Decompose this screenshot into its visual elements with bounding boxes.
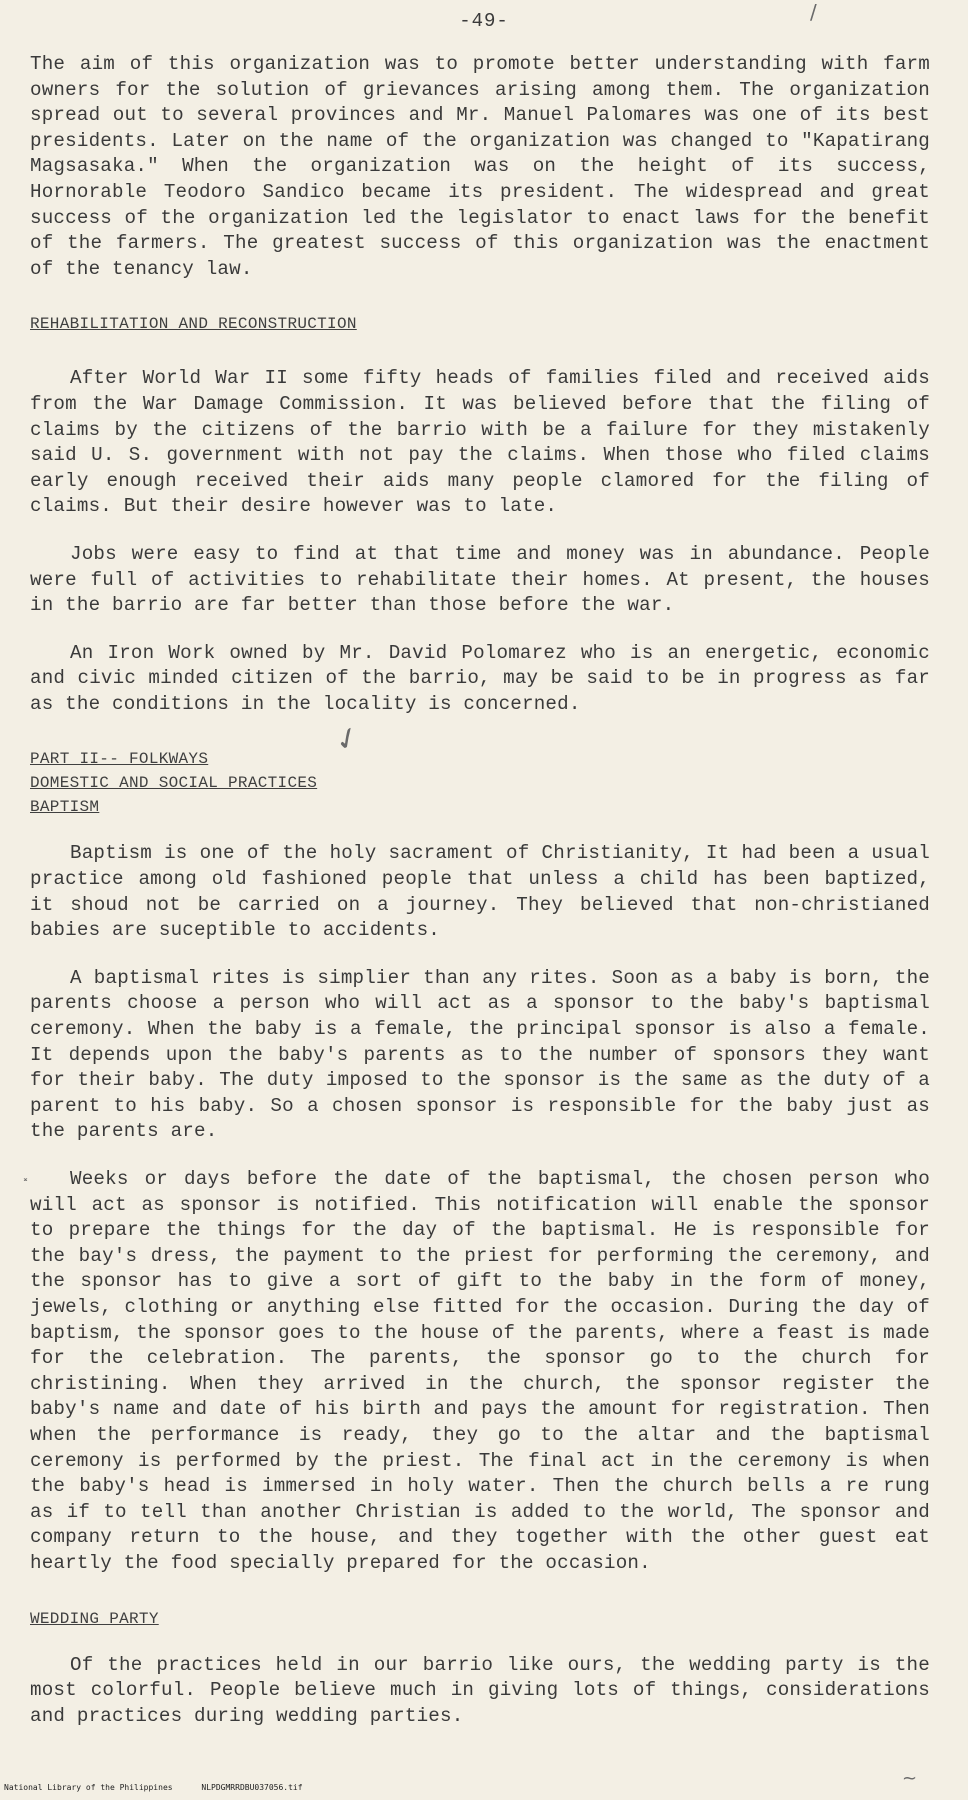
pencil-mark-bottom: ~ — [902, 1768, 918, 1789]
heading-part-ii: PART II-- FOLKWAYS — [30, 750, 209, 769]
paragraph-wedding: Of the practices held in our barrio like ours, the wedding party is the most colorful. People believe much in giving lots of things, considerations and practices during wedding parties. — [30, 1653, 930, 1727]
footer-library: National Library of the Philippines — [4, 1783, 173, 1792]
heading-rehabilitation: REHABILITATION AND RECONSTRUCTION — [30, 315, 357, 334]
footer-file: NLPDGMRRDBU037056.tif — [201, 1783, 303, 1792]
paragraph-baptism-intro: Baptism is one of the holy sacrament of Christianity, It had been a usual practice among old fashioned people that unless a child has been baptized, it shoud not be carried on a journey. They believed that non-christianed babies are suceptible to accidents. — [30, 842, 930, 942]
page-number: -49- — [459, 10, 509, 32]
paragraph-baptismal-rites: A baptismal rites is simplier than any rites. Soon as a baby is born, the parents choose a person who will act as a sponsor to the baby's baptismal ceremony. When the baby is a female, the principal sponsor is also a female. It depends upon the baby's parents as to the number of sponsors they want for their baby. The duty imposed to the sponsor is the same as the duty of a parent to his baby. So a chosen sponsor is responsible for the baby just as the parents are. — [30, 966, 930, 1143]
document-body — [30, 52, 930, 1729]
paragraph-iron-work: An Iron Work owned by Mr. David Polomarez who is an energetic, economic and civic minded citizen of the barrio, may be said to be in progress as far as the conditions in the locality is concerned. — [30, 641, 930, 715]
check-mark: ✓ — [328, 718, 367, 761]
margin-mark: ˟ — [22, 1178, 29, 1194]
pencil-mark-top: / — [810, 0, 817, 24]
paragraph-jobs: Jobs were easy to find at that time and money was in abundance. People were full of activities to rehabilitate their homes. At present, the houses in the barrio are far better than those before the war. — [30, 542, 930, 617]
paragraph-war-damage: After World War II some fifty heads of families filed and received aids from the War Damage Commission. It was believed before that the filing of claims by the citizens of the barrio with be a failure for they mistakenly said U. S. government with not pay the claims. When those who filed claims early enough received their aids many people clamored for the filing of claims. But their desire however was to late. — [30, 367, 930, 518]
scan-footer — [4, 1783, 327, 1792]
paragraph-sponsor-duties: Weeks or days before the date of the baptismal, the chosen person who will act as sponsor is notified. This notification will enable the sponsor to prepare the things for the day of the baptismal. He is responsible for the bay's dress, the payment to the priest for performing the ceremony, and the sponsor has to give a sort of gift to the baby in the form of money, jewels, clothing or anything else fitted for the occasion. During the day of baptism, the sponsor goes to the house of the parents, where a feast is made for the celebration. The parents, the sponsor go to the church for christining. When they arrived in the church, the sponsor register the baby's name and date of his birth and pays the amount for registration. Then when the performance is ready, they go to the altar and the baptismal ceremony is performed by the priest. The final act in the ceremony is when the baby's head is immersed in holy water. Then the church bells a re rung as if to tell than another Christian is added to the world, The sponsor and company return to the house, and they together with the other guest eat heartly the food specially prepared for the occasion. — [30, 1168, 930, 1574]
heading-domestic-social: DOMESTIC AND SOCIAL PRACTICES — [30, 774, 318, 793]
heading-baptism: BAPTISM — [30, 798, 100, 817]
heading-wedding-party: WEDDING PARTY — [30, 1609, 159, 1628]
paragraph-organization: The aim of this organization was to promote better understanding with farm owners for the solution of grievances arising among them. The organization spread out to several provinces and Mr. Manuel Palomares was one of its best presidents. Later on the name of the organization was changed to "Kapatirang Magsasaka." When the organization was on the height of its success, Hornorable Teodoro Sandico became its president. The widespread and great success of the organization led the legislator to enact laws for the benefit of the farmers. The greatest success of this organization was the enactment of the tenancy law. — [30, 53, 930, 280]
